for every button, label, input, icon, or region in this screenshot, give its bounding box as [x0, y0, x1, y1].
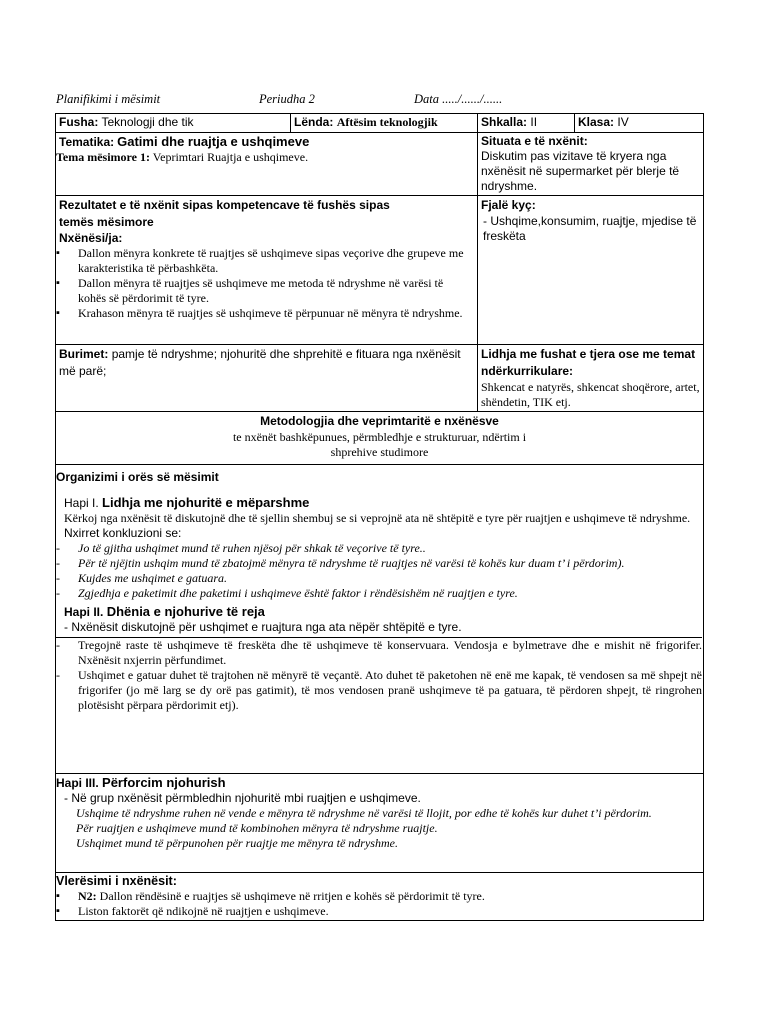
- rezultatet-label-1: Rezultatet e të nxënit sipas kompetencave të fushës sipas: [59, 198, 390, 212]
- row-reinforcement: [56, 774, 704, 873]
- plan-title: Planifikimi i mësimit: [56, 92, 161, 106]
- hapi1-text: Kërkoj nga nxënësit të diskutojnë dhe të sjellin shembuj se si veprojnë ata në shtëpitë e tyre për ruajtjen e ushqimeve të ndryshme.: [64, 511, 691, 525]
- lidhja-value: Shkencat e natyrës, shkencat shoqërore, artet, shëndetin, TIK etj.: [481, 380, 700, 409]
- hapi1-list: [56, 541, 702, 601]
- list-item: - Për të njëjtin ushqim mund të zbatojmë mënyra të ndryshme të ruajtjes në varësi të kohës kur duam t’ i përdorim).: [56, 556, 702, 571]
- hapi3-number: Hapi III.: [56, 776, 99, 790]
- lenda-value: Aftësim teknologjik: [336, 115, 438, 129]
- situata-label: Situata e të nxënit:: [481, 134, 588, 148]
- fjale-value: - Ushqime,konsumim, ruajtje, mjedise të freskëta: [483, 214, 697, 243]
- situata-cell: [478, 133, 704, 196]
- hapi3-title: Përforcim njohurish: [102, 775, 226, 790]
- organization-cell: [56, 465, 704, 774]
- fusha-cell: [56, 114, 291, 133]
- list-item: - Jo të gjitha ushqimet mund të ruhen njësoj për shkak të veçorive të tyre..: [56, 541, 702, 556]
- list-item: - Tregojnë raste të ushqimeve të freskëta dhe të ushqimeve të konservuara. Vendosja e bylmetrave dhe e mishit në frigorifer. Nxënësit nxjerrin përfundimet.: [56, 638, 702, 668]
- tema-value: Veprimtari Ruajtja e ushqimeve.: [152, 150, 309, 164]
- list-item: [56, 889, 700, 904]
- klasa-value: IV: [617, 115, 629, 129]
- hapi1-number: Hapi I.: [64, 496, 99, 510]
- page-header: [56, 92, 706, 110]
- shkalla-label: Shkalla:: [481, 115, 528, 129]
- shkalla-cell: [478, 114, 575, 133]
- list-item: ▪ Liston faktorët që ndikojnë në ruajtjen e ushqimeve.: [56, 904, 700, 919]
- rezultatet-cell: Rezultatet e të nxënit sipas kompetencave të fushës sipas temës mësimore Nxënësi/ja: ▪ Dallon mënyra konkrete të ruajtjes së ushqimeve sipas veçorive dhe grupeve me karakteristika të përbashkëta. ▪ Dallon mënyra të ruajtjes së ushqimeve me metoda të ndryshme në varësi të kohës së përdorimit të tyre. ▪ Krahason mënyra të ruajtjes së ushqimeve të përpunuar në mënyra të ndryshme.: [56, 196, 478, 345]
- methodology-cell: [56, 412, 704, 465]
- hapi3-intro: - Në grup nxënësit përmbledhin njohuritë mbi ruajtjen e ushqimeve.: [64, 791, 421, 805]
- tematika-label: Tematika:: [59, 135, 115, 149]
- tema-label: Tema mësimore 1:: [56, 150, 150, 164]
- period-label: Periudha 2: [259, 92, 315, 106]
- shkalla-value: II: [530, 115, 538, 129]
- list-item: - Kujdes me ushqimet e gatuara.: [56, 571, 702, 586]
- situata-value: Diskutim pas vizitave të kryera nga nxënësit në supermarket për blerje të ndryshme.: [481, 149, 680, 193]
- row-theme: [56, 133, 704, 196]
- burimet-label: Burimet:: [59, 347, 109, 361]
- list-item: ▪ Dallon mënyra konkrete të ruajtjes së ushqimeve sipas veçorive dhe grupeve me karakteristika të përbashkëta.: [56, 246, 474, 276]
- lenda-cell: [291, 114, 478, 133]
- row-outcomes: [56, 196, 704, 345]
- date-field: Data ...../....../......: [414, 92, 503, 106]
- fjale-label: Fjalë kyç:: [481, 198, 536, 212]
- hapi2-list: [56, 637, 702, 713]
- klasa-cell: [575, 114, 704, 133]
- lidhja-label: Lidhja me fushat e tjera ose me temat ndërkurrikulare:: [481, 347, 696, 378]
- fusha-label: Fusha:: [59, 115, 99, 129]
- hapi2-title: Dhënia e njohurive të reja: [106, 604, 265, 619]
- lenda-label: Lënda:: [294, 115, 334, 129]
- tematika-value: Gatimi dhe ruajtja e ushqimeve: [117, 134, 310, 149]
- methodology-line-2: shprehive studimore: [330, 445, 429, 459]
- assessment-title: Vlerësimi i nxënësit:: [56, 874, 177, 888]
- list-item: - Zgjedhja e paketimit dhe paketimi i ushqimeve është faktor i rëndësishëm në ruajtjen e tyre.: [56, 586, 702, 601]
- reinforcement-cell: [56, 774, 704, 873]
- hapi3-line-3: Ushqimet mund të përpunohen për ruajtje me mënyra të ndryshme.: [76, 836, 398, 850]
- tematika-cell: [56, 133, 478, 196]
- org-title: Organizimi i orës së mësimit: [56, 470, 219, 484]
- fusha-value: Teknologji dhe tik: [101, 115, 194, 129]
- list-item: - Ushqimet e gatuar duhet të trajtohen në mënyrë të veçantë. Ato duhet të paketohen në enë me kapak, të vendosen sa më shpejt në frigorifer (jo më larg se dy orë pas gatimit), të mos vendosen pranë ushqimeve të pa gatuara, të përdoren shpejt, të ringrohen plotësisht përpara përdorimit etj).: [56, 668, 702, 713]
- row-subject-info: [56, 114, 704, 133]
- row-methodology: [56, 412, 704, 465]
- hapi2-intro: - Nxënësit diskutojnë për ushqimet e ruajtura nga ata nëpër shtëpitë e tyre.: [64, 620, 462, 634]
- methodology-title: Metodologjia dhe veprimtaritë e nxënësve: [260, 414, 499, 428]
- methodology-line-1: te nxënët bashkëpunues, përmbledhje e strukturuar, ndërtim i: [232, 430, 527, 444]
- outcomes-list: [56, 246, 474, 321]
- klasa-label: Klasa:: [578, 115, 615, 129]
- fjale-cell: [478, 196, 704, 345]
- assessment-level: N2:: [78, 889, 97, 903]
- nxenesi-label: Nxënësi/ja: [59, 231, 119, 245]
- hapi1-conclusion: Nxirret konkluzioni se:: [64, 526, 182, 540]
- assessment-cell: [56, 873, 704, 921]
- assessment-list: [56, 889, 700, 919]
- list-item: ▪ Dallon mënyra të ruajtjes së ushqimeve me metoda të ndryshme në varësi të kohës së përdorimit të tyre.: [56, 276, 474, 306]
- row-organization: [56, 465, 704, 774]
- burimet-cell: [56, 345, 478, 412]
- burimet-value: pamje të ndryshme; njohuritë dhe shprehitë e fituara nga nxënësit më parë;: [59, 347, 461, 378]
- hapi3-line-2: Për ruajtjen e ushqimeve mund të kombinohen mënyra të ndryshme ruajtje.: [76, 821, 438, 835]
- assessment-text-1: Dallon rëndësinë e ruajtjes së ushqimeve në rritjen e kohës së përdorimit të tyre.: [99, 889, 485, 903]
- hapi2-number: Hapi II.: [64, 605, 104, 619]
- hapi3-line-1: Ushqime të ndryshme ruhen në vende e mënyra të ndryshme në varësi të llojit, por edhe të kohës kur duhet t’i përdorim.: [76, 806, 652, 820]
- hapi1-title: Lidhja me njohuritë e mëparshme: [102, 495, 310, 510]
- lidhja-cell: [478, 345, 704, 412]
- row-resources: [56, 345, 704, 412]
- row-assessment: [56, 873, 704, 921]
- lesson-plan-table: [55, 113, 704, 921]
- rezultatet-label-2: temës mësimore: [59, 215, 154, 229]
- list-item: ▪ Krahason mënyra të ruajtjes së ushqimeve të përpunuar në mënyra të ndryshme.: [56, 306, 474, 321]
